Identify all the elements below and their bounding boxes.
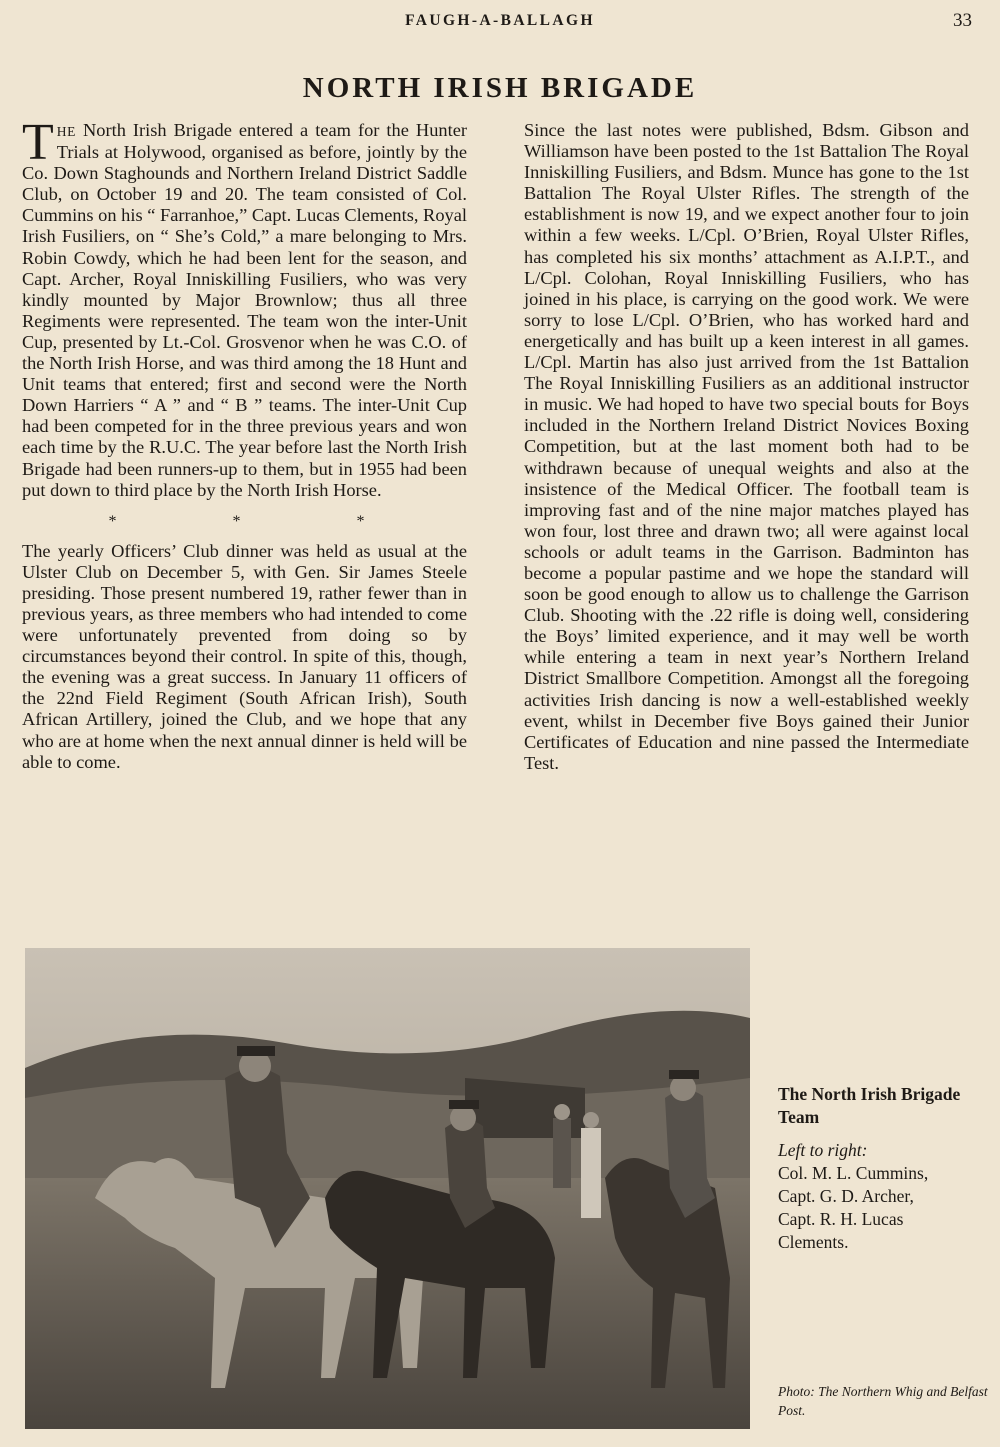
section-separator: * * * bbox=[108, 512, 421, 530]
left-column bbox=[22, 114, 467, 773]
article-title: NORTH IRISH BRIGADE bbox=[302, 72, 698, 104]
small-caps-lead: HE bbox=[56, 124, 76, 139]
caption-name: Capt. R. H. Lucas bbox=[778, 1209, 904, 1229]
page-number: 33 bbox=[953, 10, 972, 31]
caption-name: Col. M. L. Cummins, bbox=[778, 1163, 929, 1183]
paragraph-boys-news: Since the last notes were published, Bdsm. Gibson and Williamson have been posted to the 1st Battalion The Royal Inniskilling Fusiliers, and Bdsm. Munce has gone to the 1st Battalion The Royal Ulster Rifles. The strength of the establishment is now 19, and we expect another four to join within a few weeks. L/Cpl. O’Brien, Royal Ulster Rifles, has completed his six months’ attachment as A.I.P.T., and L/Cpl. Colohan, Royal Inniskilling Fusiliers, who has joined in his place, is carrying on the good work. We were sorry to lose L/Cpl. O’Brien, who has worked hard and energetically and has built up a keen interest in all games. L/Cpl. Martin has also just arrived from the 1st Battalion The Royal Inniskilling Fusiliers as an additional instructor in music. We had hoped to have two special bouts for Boys included in the Northern Ireland District Novices Boxing Competition, but at the last moment both had to be withdrawn because of unequal weights and also at the insistence of the Medical Officer. The football team is improving fast and of the nine major matches played has won four, lost three and drawn two; all were against local schools or adult teams in the Garrison. Badminton has become a popular pastime and we hope the standard will soon be good enough to allow us to challenge the Garrison Club. Shooting with the .22 rifle is doing well, considering the Boys’ limited experience, and it may well be worth while entering a team in next year’s Northern Ireland District Smallbore Competition. Amongst all the foregoing activities Irish dancing is now a well-established weekly event, whilst in December five Boys gained their Junior Certificates of Education and nine passed the Intermediate Test. bbox=[524, 120, 969, 773]
photo-caption bbox=[778, 1083, 988, 1254]
right-column bbox=[524, 120, 969, 774]
paragraph-text: North Irish Brigade entered a team for the Hunter Trials at Holywood, organised as before, jointly by the Co. Down Staghounds and Northern Ireland District Saddle Club, on October 19 and 20. The team consisted of Col. Cummins on his “ Farranhoe,” Capt. Lucas Clements, Royal Irish Fusiliers, on “ She’s Cold,” a mare belonging to Mrs. Robin Cowdy, which he had been lent for the season, and Capt. Archer, Royal Inniskilling Fusiliers, who was very kindly mounted by Major Brownlow; thus all three Regiments were represented. The team won the inter-Unit Cup, presented by Lt.-Col. Grosvenor when he was C.O. of the North Irish Horse, and was third among the 18 Hunt and Unit teams that entered; first and second were the North Down Harriers “ A ” and “ B ” teams. The inter-Unit Cup had been competed for in the three previous years and won each time by the R.U.C. The year before last the North Irish Brigade had been runners-up to them, but in 1955 had been put down to third place by the North Irish Horse. bbox=[22, 120, 467, 500]
photo-credit: Photo: The Northern Whig and Belfast Post. bbox=[778, 1384, 988, 1418]
paragraph-hunter-trials bbox=[22, 114, 467, 501]
caption-title: The North Irish Brigade Team bbox=[778, 1084, 961, 1127]
photo-illustration bbox=[25, 948, 750, 1429]
running-header bbox=[0, 10, 1000, 36]
magazine-title: FAUGH-A-BALLAGH bbox=[405, 12, 595, 29]
paragraph-officers-club: The yearly Officers’ Club dinner was held as usual at the Ulster Club on December 5, with Gen. Sir James Steele presiding. Those present numbered 19, rather fewer than in previous years, as three members who had intended to come were unfortunately prevented from doing so by circumstances beyond their control. In spite of this, though, the evening was a great success. In January 11 officers of the 22nd Field Regiment (South African Irish), South African Artillery, joined the Club, and we hope that any who are at home when the next annual dinner is held will be able to come. bbox=[22, 540, 467, 772]
caption-subtitle: Left to right: bbox=[778, 1140, 868, 1160]
team-photograph bbox=[25, 948, 750, 1429]
caption-name: Capt. G. D. Archer, bbox=[778, 1186, 914, 1206]
caption-name: Clements. bbox=[778, 1232, 849, 1252]
drop-cap: T bbox=[22, 114, 54, 171]
